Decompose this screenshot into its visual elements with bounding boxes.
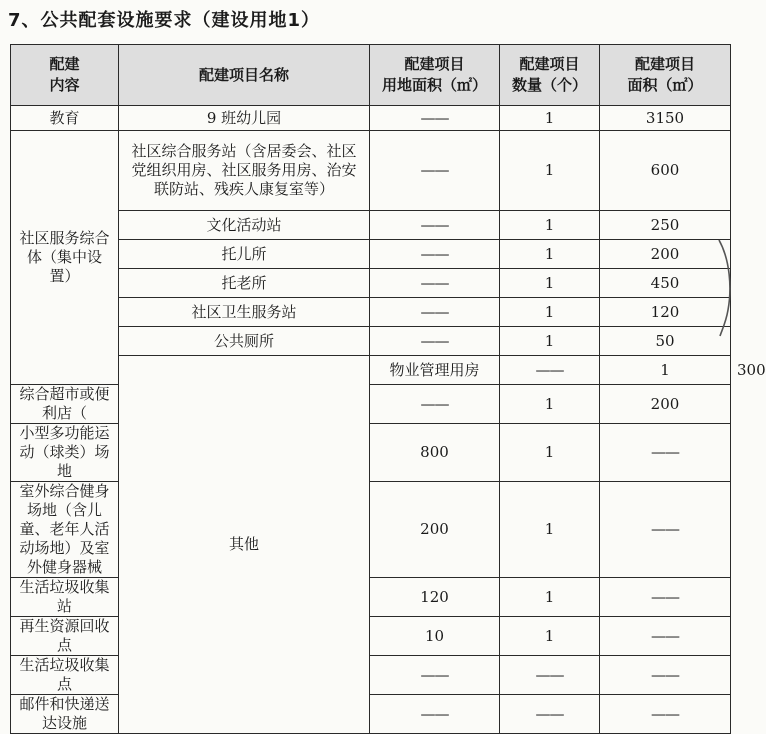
header-category: 配建 内容	[11, 45, 119, 106]
count-cell: 1	[500, 106, 600, 131]
land-area-cell: ——	[370, 656, 500, 695]
table-row	[11, 240, 731, 269]
item-name-cell: 生活垃圾收集点	[11, 656, 119, 695]
area-cell: 250	[600, 211, 731, 240]
count-cell: 1	[500, 578, 600, 617]
area-cell: 50	[600, 327, 731, 356]
item-name-cell: 公共厕所	[119, 327, 370, 356]
item-name-cell: 托儿所	[119, 240, 370, 269]
count-cell: 1	[500, 131, 600, 211]
category-cell: 其他	[119, 356, 370, 734]
table-row	[11, 211, 731, 240]
count-cell: 1	[500, 240, 600, 269]
category-cell: 教育	[11, 106, 119, 131]
area-cell: 200	[600, 240, 731, 269]
item-name-cell: 物业管理用房	[370, 356, 500, 385]
area-cell: ——	[600, 578, 731, 617]
item-name-cell: 生活垃圾收集站	[11, 578, 119, 617]
count-cell: 1	[600, 356, 731, 385]
land-area-cell: ——	[370, 240, 500, 269]
area-cell: 450	[600, 269, 731, 298]
land-area-cell: ——	[370, 327, 500, 356]
count-cell: 1	[500, 298, 600, 327]
table-row	[11, 269, 731, 298]
header-count: 配建项目 数量（个）	[500, 45, 600, 106]
land-area-cell: ——	[370, 106, 500, 131]
table-row	[11, 131, 731, 211]
count-cell: 1	[500, 424, 600, 482]
count-cell: 1	[500, 385, 600, 424]
item-name-cell: 文化活动站	[119, 211, 370, 240]
area-cell: ——	[600, 424, 731, 482]
section-title: 7、公共配套设施要求（建设用地1）	[8, 10, 321, 31]
area-cell: ——	[600, 695, 731, 734]
area-cell: ——	[600, 482, 731, 578]
table-row	[11, 327, 731, 356]
facility-table	[10, 44, 766, 734]
count-cell: ——	[500, 656, 600, 695]
land-area-cell: 200	[370, 482, 500, 578]
count-cell: 1	[500, 211, 600, 240]
area-cell: ——	[600, 617, 731, 656]
count-cell: 1	[500, 269, 600, 298]
area-cell: 120	[600, 298, 731, 327]
land-area-cell: 120	[370, 578, 500, 617]
land-area-cell: ——	[500, 356, 600, 385]
land-area-cell: ——	[370, 385, 500, 424]
land-area-cell: ——	[370, 211, 500, 240]
area-cell: 600	[600, 131, 731, 211]
item-name-cell: 社区卫生服务站	[119, 298, 370, 327]
table-row: 其他 物业管理用房 —— 1 300	[11, 356, 731, 385]
count-cell: ——	[500, 695, 600, 734]
count-cell: 1	[500, 482, 600, 578]
land-area-cell: ——	[370, 298, 500, 327]
count-cell: 1	[500, 327, 600, 356]
land-area-cell: 800	[370, 424, 500, 482]
item-name-cell: 小型多功能运动（球类）场地	[11, 424, 119, 482]
item-name-cell: 再生资源回收点	[11, 617, 119, 656]
item-name-cell: 邮件和快递送达设施	[11, 695, 119, 734]
handwritten-bracket-icon	[716, 238, 736, 338]
item-name-cell: 9 班幼儿园	[119, 106, 370, 131]
category-cell: 社区服务综合体（集中设置）	[11, 131, 119, 385]
header-name: 配建项目名称	[119, 45, 370, 106]
header-land-area: 配建项目 用地面积（㎡）	[370, 45, 500, 106]
land-area-cell: ——	[370, 269, 500, 298]
item-name-cell: 室外综合健身场地（含儿童、老年人活动场地）及室外健身器械	[11, 482, 119, 578]
item-name-cell: 托老所	[119, 269, 370, 298]
area-cell: ——	[600, 656, 731, 695]
area-cell: 200	[600, 385, 731, 424]
table-row	[11, 298, 731, 327]
area-cell: 3150	[600, 106, 731, 131]
header-row	[11, 45, 731, 106]
header-building-area: 配建项目 面积（㎡）	[600, 45, 731, 106]
count-cell: 1	[500, 617, 600, 656]
item-name-cell: 综合超市或便利店（	[11, 385, 119, 424]
item-name-cell: 社区综合服务站（含居委会、社区党组织用房、社区服务用房、治安联防站、残疾人康复室等）	[119, 131, 370, 211]
land-area-cell: ——	[370, 695, 500, 734]
land-area-cell: 10	[370, 617, 500, 656]
land-area-cell: ——	[370, 131, 500, 211]
table-row	[11, 106, 731, 131]
